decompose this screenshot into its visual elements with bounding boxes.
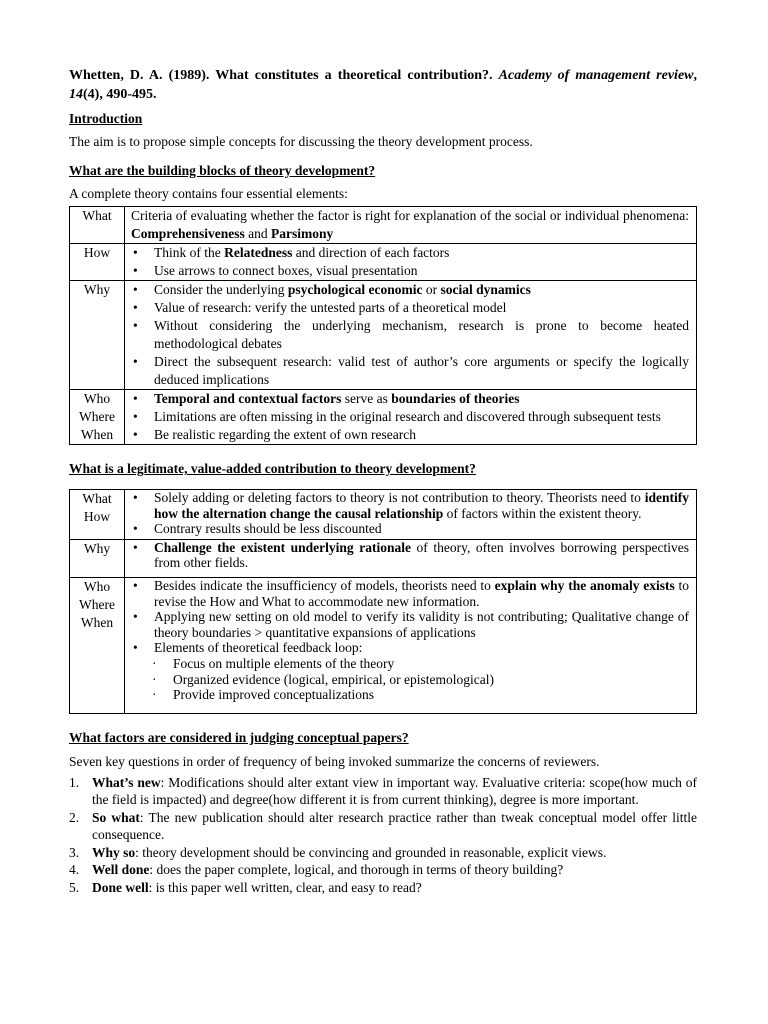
bullet-item [131, 317, 689, 353]
bullet-item [131, 609, 689, 640]
text-run: Use arrows to connect boxes, visual presentation [154, 263, 418, 278]
question-number: 5. [69, 879, 80, 895]
bullet-item [131, 640, 689, 656]
bold-text: Temporal and contextual factors [154, 391, 342, 406]
bold-text: explain why the anomaly exists [494, 577, 675, 593]
question-item [69, 861, 697, 879]
bullet-item [131, 408, 689, 426]
text-run: Elements of theoretical feedback loop: [154, 640, 363, 656]
text-run: Limitations are often missing in the original research and discovered through subsequent tests [154, 409, 661, 424]
question-term: So what [92, 809, 140, 825]
bold-text: psychological economic [287, 282, 423, 297]
question-term: Done well [92, 879, 149, 895]
text-run: Contrary results should be less discounted [154, 521, 382, 537]
row-label: How [83, 245, 111, 260]
text-run: Be realistic regarding the extent of own research [154, 427, 417, 442]
contribution-table [69, 489, 697, 714]
building-blocks-table [69, 206, 697, 445]
intro-text: The aim is to propose simple concepts for discussing the theory development process. [69, 134, 533, 149]
bullet-item [131, 299, 689, 317]
row-content-cell [125, 490, 697, 540]
bold-text: identify how the alternation change the causal relationship [154, 490, 689, 521]
bold-text: Comprehensiveness [131, 226, 245, 241]
row-label: Who [83, 578, 111, 594]
question-number: 3. [69, 844, 80, 860]
row-label-cell [70, 539, 125, 577]
bullet-list [131, 578, 689, 656]
row-content-cell [125, 577, 697, 713]
row-label-cell [70, 490, 125, 540]
question-text: : Modifications should alter extant view in important way. Evaluative criteria: scope(how much of the field is impacted) and degree(how different it is from current thinking), degree is more important. [92, 774, 697, 808]
table-row [70, 281, 697, 390]
bullet-item [131, 244, 689, 262]
text-run: Without considering the underlying mechanism, research is prone to become heated methodological debates [154, 318, 689, 351]
question-item [69, 809, 697, 844]
text-run: or [422, 282, 441, 297]
table-row [70, 207, 697, 244]
bullet-item [131, 281, 689, 299]
question-text: : is this paper well written, clear, and easy to read? [148, 879, 422, 895]
bullet-list [131, 390, 689, 444]
row-label: How [83, 509, 111, 524]
text-run: of theory, often involves borrowing perspectives from other fields. [154, 539, 689, 571]
bold-text: Challenge the existent underlying rationale [154, 539, 411, 555]
bullet-item [131, 262, 689, 280]
section2-heading: What is a legitimate, value-added contribution to theory development? [69, 461, 476, 476]
bullet-item [131, 540, 689, 571]
table-row [70, 490, 697, 540]
row-label: When [80, 427, 114, 442]
table-row [70, 244, 697, 281]
row-label: Why [83, 540, 111, 556]
section1-heading: What are the building blocks of theory development? [69, 163, 376, 178]
bold-text: Relatedness [224, 245, 293, 260]
citation-journal: Academy of management review [498, 68, 694, 83]
question-term: Well done [92, 862, 150, 878]
bold-text: Parsimony [271, 226, 334, 241]
question-text: : does the paper complete, logical, and thorough in terms of theory building? [149, 862, 564, 878]
section1-lead: A complete theory contains four essential elements: [69, 186, 348, 201]
bold-text: boundaries of theories [391, 391, 520, 406]
question-item [69, 879, 697, 897]
bullet-item [131, 390, 689, 408]
bullet-item [131, 578, 689, 609]
citation-pages: (4), 490-495. [83, 87, 157, 102]
bullet-list [131, 281, 689, 389]
bullet-item [131, 490, 689, 521]
sub-bullet-item: · Focus on multiple elements of the theory [131, 656, 689, 672]
row-label: When [80, 614, 114, 630]
row-label-cell [70, 577, 125, 713]
row-content-cell [125, 539, 697, 577]
row-label-cell [70, 244, 125, 281]
question-item [69, 844, 697, 862]
table-row [70, 539, 697, 577]
row-label-cell [70, 207, 125, 244]
question-term: What’s new [92, 774, 161, 790]
text-run: serve as [341, 391, 392, 406]
row-label: Where [79, 409, 115, 424]
citation [69, 66, 697, 104]
sub-bullet-item: · Provide improved conceptualizations [131, 687, 689, 703]
row-content-cell [125, 207, 697, 244]
bullet-list [131, 244, 689, 280]
citation-separator: , [693, 68, 697, 83]
question-term: Why so [92, 844, 136, 860]
row-label: Why [83, 282, 111, 297]
row-label: What [82, 208, 112, 223]
bold-text: social dynamics [440, 282, 531, 297]
question-number: 2. [69, 809, 80, 825]
table-row [70, 390, 697, 445]
row-label: What [82, 491, 112, 506]
citation-volume: 14 [69, 87, 83, 102]
question-item [69, 774, 697, 809]
row-content-cell [125, 244, 697, 281]
sub-bullet-list [131, 656, 689, 711]
sub-bullet-item: · Organized evidence (logical, empirical, or epistemological) [131, 672, 689, 688]
row-content-cell [125, 390, 697, 445]
review-questions-list [69, 774, 697, 897]
question-number: 1. [69, 774, 80, 790]
bullet-item [131, 521, 689, 537]
row-text [131, 207, 689, 243]
text-run: of factors within the existent theory. [443, 505, 642, 521]
text-run: Besides indicate the insufficiency of models, theorists need to [154, 577, 495, 593]
bullet-list [131, 540, 689, 571]
section3-lead: Seven key questions in order of frequency of being invoked summarize the concerns of reviewers. [69, 753, 600, 769]
text-run: to revise the How and What to accommodate new information. [154, 577, 689, 609]
question-text: : theory development should be convincing and grounded in reasonable, explicit views. [135, 844, 607, 860]
text-run: Applying new setting on old model to verify its validity is not contributing; Qualitative change of theory boundaries > quantitative expansions of applications [154, 609, 689, 640]
text-run: and direction of each factors [292, 245, 450, 260]
text-run: Think of the [154, 245, 225, 260]
bullet-list [131, 490, 689, 537]
text-run: Direct the subsequent research: valid test of author’s core arguments or specify the logically deduced implications [154, 354, 689, 387]
table-row [70, 577, 697, 713]
row-label: Where [79, 596, 115, 612]
document-page [69, 66, 697, 896]
text-run: Value of research: verify the untested parts of a theoretical model [154, 300, 507, 315]
question-text: : The new publication should alter research practice rather than tweak conceptual model offer little consequence. [92, 809, 697, 843]
text-run: Criteria of evaluating whether the factor is right for explanation of the social or individual phenomena: [131, 208, 689, 223]
text-run: and [244, 226, 272, 241]
row-label-cell [70, 390, 125, 445]
row-label: Who [83, 391, 111, 406]
citation-authors-title: Whetten, D. A. (1989). What constitutes a theoretical contribution?. [69, 68, 499, 83]
text-run: Solely adding or deleting factors to theory is not contribution to theory. Theorists need to [154, 490, 645, 505]
bullet-item [131, 353, 689, 389]
intro-heading: Introduction [69, 111, 143, 126]
row-label-cell [70, 281, 125, 390]
text-run: Consider the underlying [154, 282, 288, 297]
row-content-cell [125, 281, 697, 390]
bullet-item [131, 426, 689, 444]
question-number: 4. [69, 862, 80, 878]
section3-heading: What factors are considered in judging conceptual papers? [69, 729, 409, 745]
